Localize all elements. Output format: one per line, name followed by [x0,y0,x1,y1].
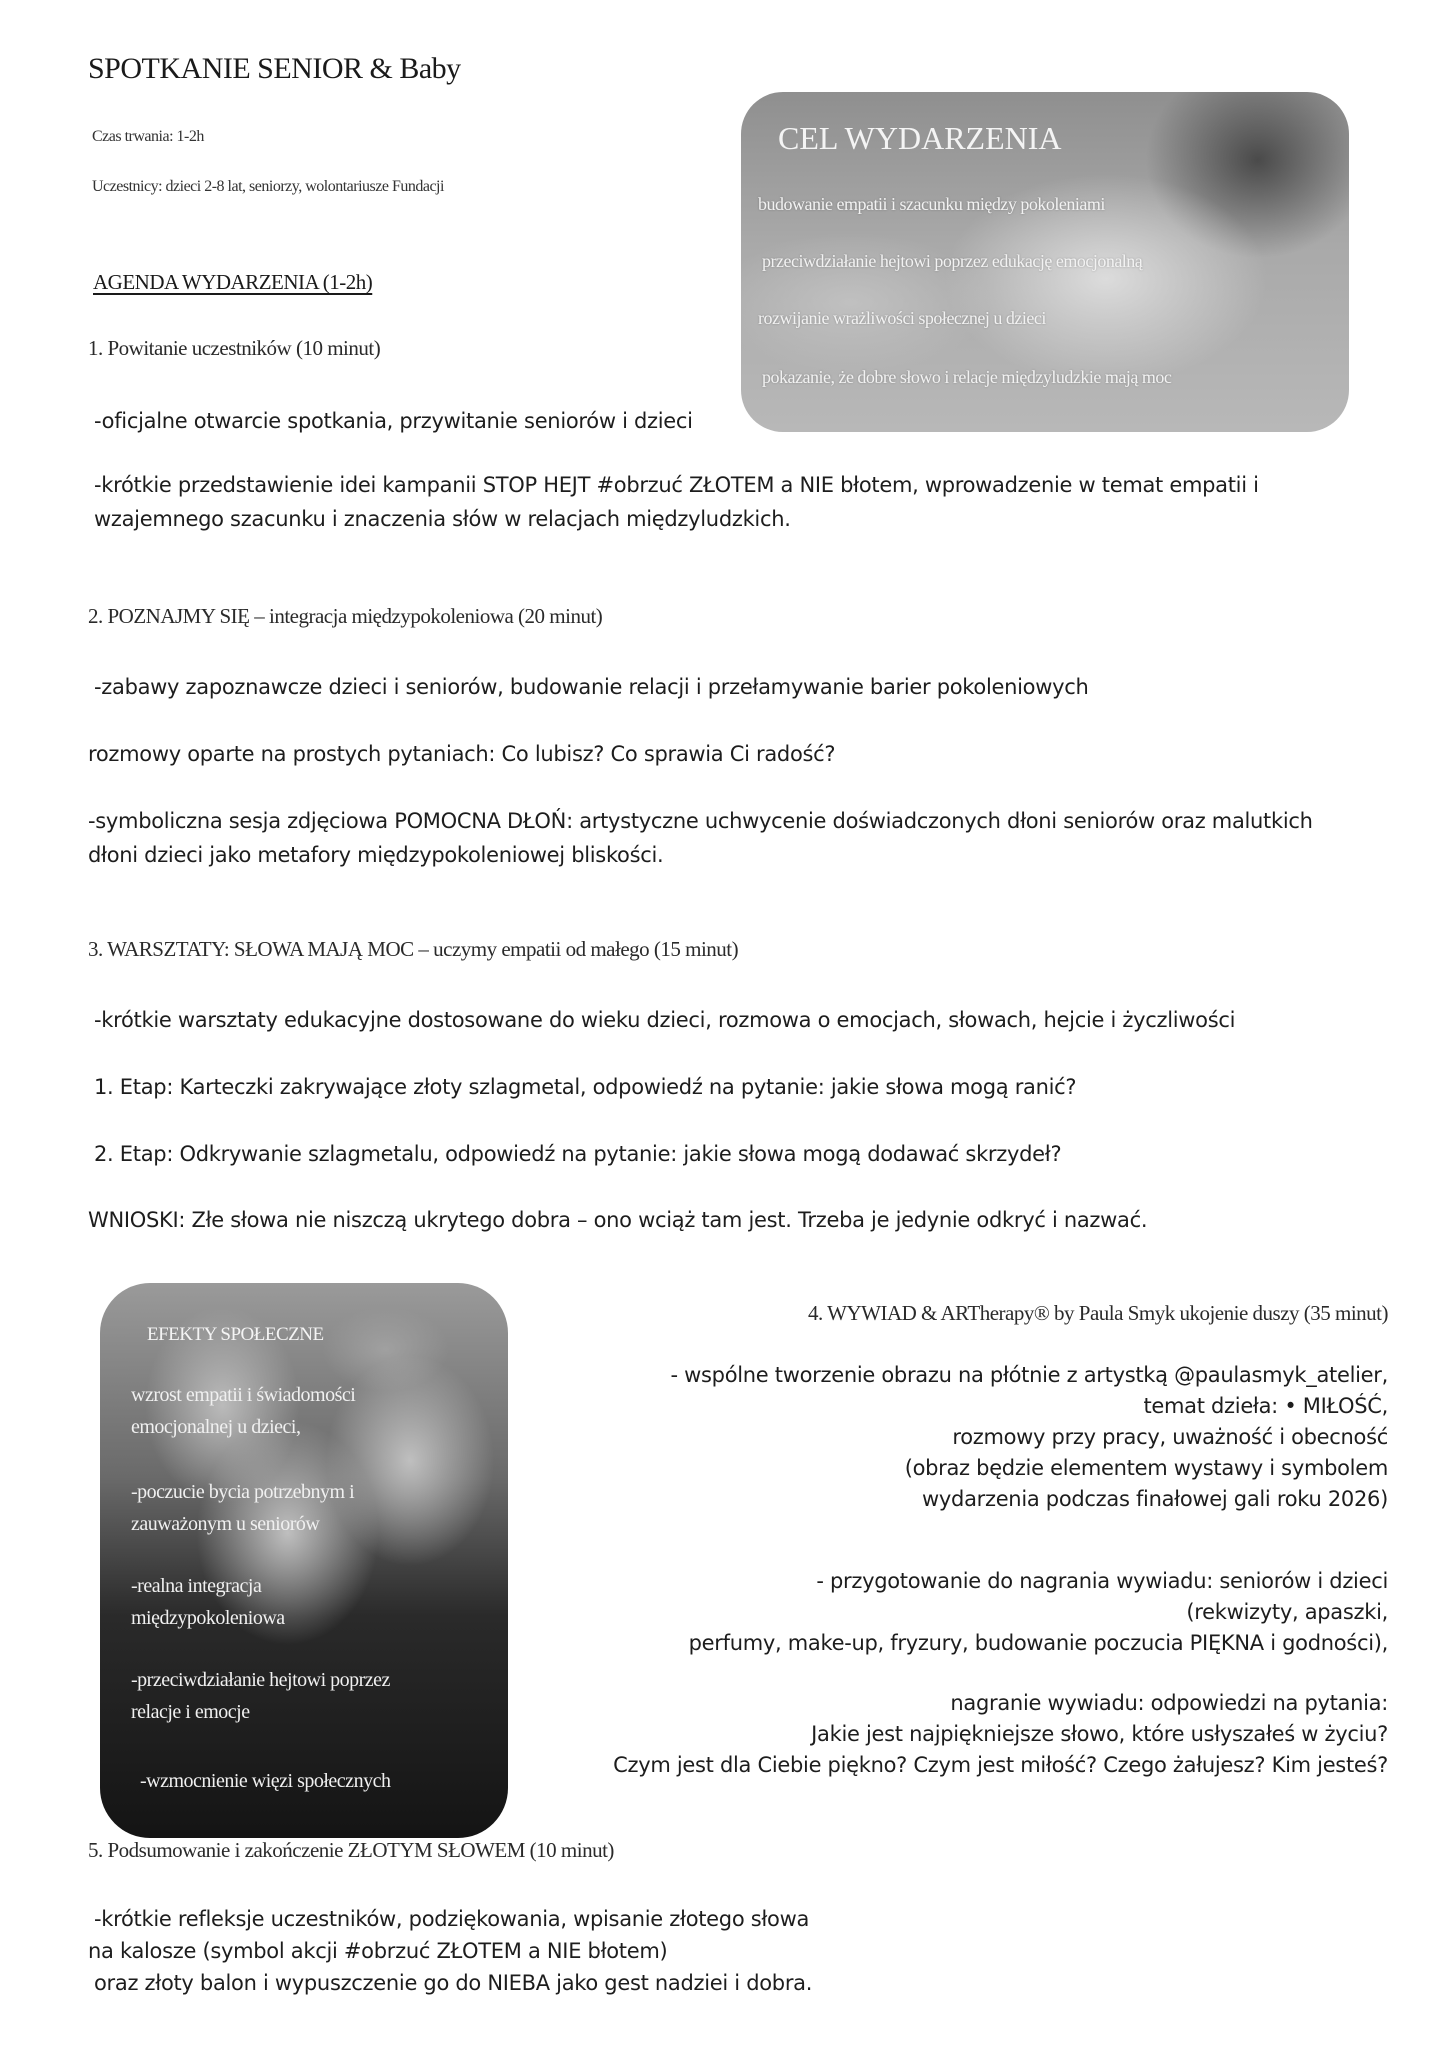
section-1-paragraph: -krótkie przedstawienie idei kampanii STOP HEJT #obrzuć ZŁOTEM a NIE błotem, wprowadzenie w temat empatii i wzajemnego szacunku i znaczenia słów w relacjach międzyludzkich. [94,473,1259,531]
section-1-heading: 1. Powitanie uczestników (10 minut) [88,336,381,360]
section-3-step: 1. Etap: Karteczki zakrywające złoty szlagmetal, odpowiedź na pytanie: jakie słowa mogą ranić? [94,1075,1077,1099]
section-3-conclusion: WNIOSKI: Złe słowa nie niszczą ukrytego dobra – ono wciąż tam jest. Trzeba je jedynie odkryć i nazwać. [88,1208,1148,1232]
section-4-line: (obraz będzie elementem wystawy i symbolem [904,1456,1388,1480]
section-5-line: oraz złoty balon i wypuszczenie go do NIEBA jako gest nadziei i dobra. [94,1971,813,1995]
goal-card-title: CEL WYDARZENIA [778,120,1062,156]
section-1-paragraph: -oficjalne otwarcie spotkania, przywitanie seniorów i dzieci [94,409,693,433]
section-4-line: Czym jest dla Ciebie piękno? Czym jest miłość? Czego żałujesz? Kim jesteś? [613,1753,1388,1777]
section-2-paragraph: -symboliczna sesja zdjęciowa POMOCNA DŁOŃ: artystyczne uchwycenie doświadczonych dłoni seniorów oraz malutkich dłoni dzieci jako metafory międzypokoleniowej bliskości. [88,809,1313,867]
section-4-line: temat dzieła: • MIŁOŚĆ, [1143,1394,1388,1418]
effect-item [131,1570,285,1634]
section-3-heading: 3. WARSZTATY: SŁOWA MAJĄ MOC – uczymy empatii od małego (15 minut) [88,937,739,961]
section-2-heading: 2. POZNAJMY SIĘ – integracja międzypokoleniowa (20 minut) [88,604,603,628]
section-4-line: - przygotowanie do nagrania wywiadu: seniorów i dzieci [816,1569,1388,1593]
section-4-line: rozmowy przy pracy, uważność i obecność [952,1425,1388,1449]
effect-line: relacje i emocje [131,1701,250,1723]
effect-line: -poczucie bycia potrzebnym i [131,1481,355,1503]
effect-line: -przeciwdziałanie hejtowi poprzez [131,1669,390,1691]
section-4-line: wydarzenia podczas finałowej gali roku 2026) [922,1487,1388,1511]
effect-line: emocjonalnej u dzieci, [131,1416,301,1438]
section-4-line: Jakie jest najpiękniejsze słowo, które usłyszałeś w życiu? [811,1722,1388,1746]
section-5-line: -krótkie refleksje uczestników, podziękowania, wpisanie złotego słowa [94,1907,810,1931]
goal-card-photo [741,92,1349,432]
section-4-preparation-block [689,1566,1388,1659]
section-4-line: nagranie wywiadu: odpowiedzi na pytania: [950,1691,1388,1715]
section-2-paragraph: -zabawy zapoznawcze dzieci i seniorów, budowanie relacji i przełamywanie barier pokoleniowych [94,675,1089,699]
effects-card-title: EFEKTY SPOŁECZNE [147,1324,324,1345]
section-4-line: (rekwizyty, apaszki, [1186,1600,1388,1624]
section-4-artherapy-block [671,1360,1388,1515]
section-4-line: perfumy, make-up, fryzury, budowanie poczucia PIĘKNA i godności), [688,1631,1388,1655]
section-2-paragraph: rozmowy oparte na prostych pytaniach: Co lubisz? Co sprawia Ci radość? [88,742,836,766]
effect-line: międzypokoleniowa [131,1607,285,1629]
section-5-body [88,1903,812,1999]
section-4-interview-block [613,1688,1388,1781]
effect-item [131,1476,354,1540]
participants-text: Uczestnicy: dzieci 2-8 lat, seniorzy, wolontariusze Fundacji [92,178,444,195]
effect-item [131,1379,355,1443]
section-3-step: 2. Etap: Odkrywanie szlagmetalu, odpowiedź na pytanie: jakie słowa mogą dodawać skrzydeł? [94,1142,1062,1166]
section-4-heading: 4. WYWIAD & ARTherapy® by Paula Smyk ukojenie duszy (35 minut) [808,1301,1388,1325]
section-5-heading: 5. Podsumowanie i zakończenie ZŁOTYM SŁOWEM (10 minut) [88,1838,614,1862]
section-4-line: - wspólne tworzenie obrazu na płótnie z artystką @paulasmyk_atelier, [670,1363,1388,1387]
document-title: SPOTKANIE SENIOR & Baby [88,52,461,85]
goal-item: budowanie empatii i szacunku między pokoleniami [758,194,1105,214]
goal-item: przeciwdziałanie hejtowi poprzez edukację emocjonalną [762,251,1143,271]
effect-item [131,1664,390,1728]
goal-item: rozwijanie wrażliwości społecznej u dzieci [758,308,1046,328]
effect-line: -wzmocnienie więzi społecznych [140,1770,391,1792]
goal-item: pokazanie, że dobre słowo i relacje międzyludzkie mają moc [762,367,1172,387]
duration-text: Czas trwania: 1-2h [92,128,204,145]
section-5-line: na kalosze (symbol akcji #obrzuć ZŁOTEM a NIE błotem) [88,1939,668,1963]
effect-line: -realna integracja [131,1575,262,1597]
agenda-heading: AGENDA WYDARZENIA (1-2h) [93,270,373,294]
effects-card-photo [100,1283,508,1838]
effect-line: zauważonym u seniorów [131,1513,320,1535]
effect-line: wzrost empatii i świadomości [131,1384,356,1406]
effect-item [140,1765,390,1797]
section-3-paragraph: -krótkie warsztaty edukacyjne dostosowane do wieku dzieci, rozmowa o emocjach, słowach, hejcie i życzliwości [94,1008,1236,1032]
